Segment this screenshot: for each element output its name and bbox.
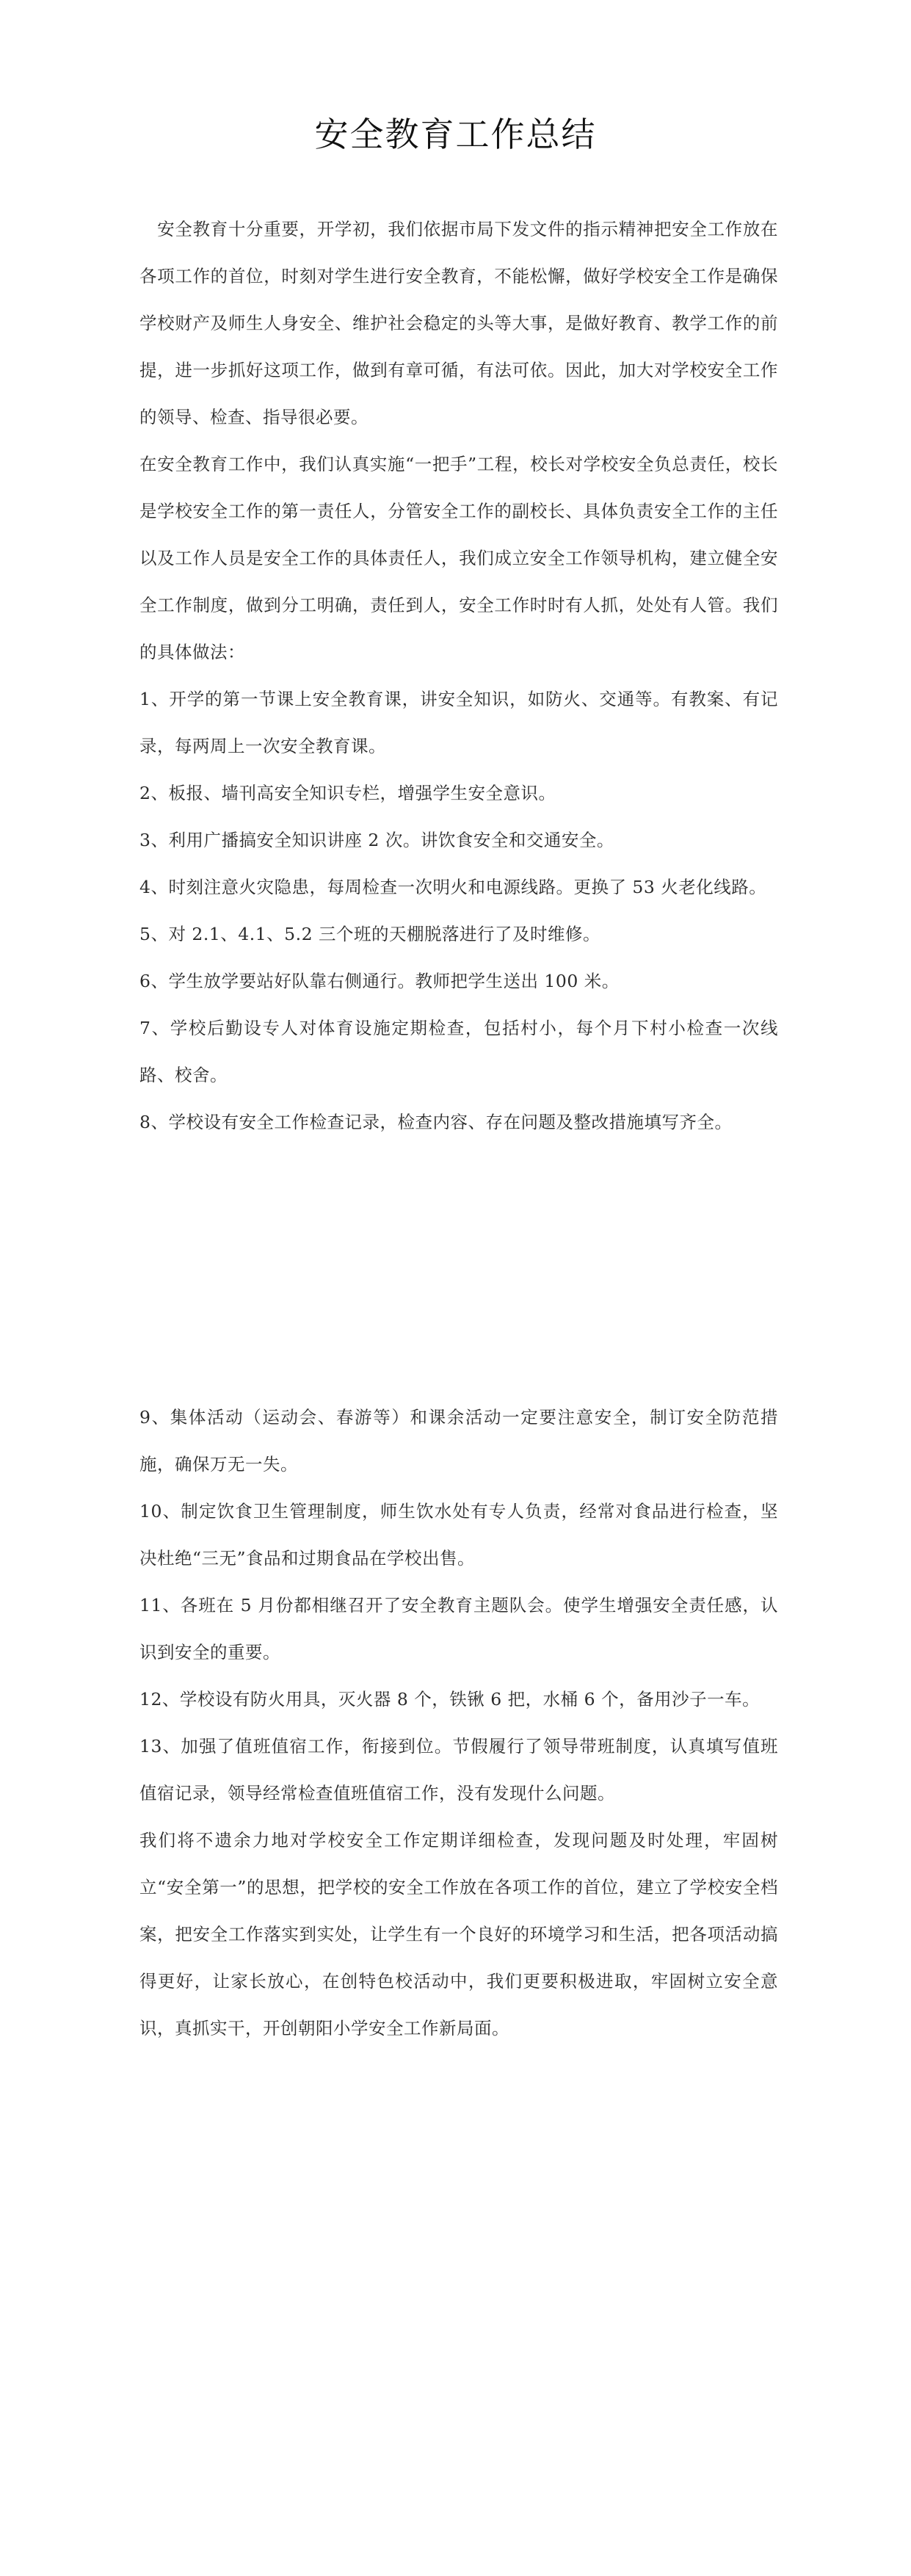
list-item: 11、各班在 5 月份都相继召开了安全教育主题队会。使学生增强安全责任感，认识到安全的重要。 bbox=[139, 1595, 778, 1663]
list-item: 4、时刻注意火灾隐患，每周检查一次明火和电源线路。更换了 53 火老化线路。 bbox=[139, 877, 767, 897]
list-item: 1、开学的第一节课上安全教育课，讲安全知识，如防火、交通等。有教案、有记录，每两周上一次安全教育课。 bbox=[139, 689, 778, 756]
list-item: 13、加强了值班值宿工作，衔接到位。节假履行了领导带班制度，认真填写值班值宿记录，领导经常检查值班值宿工作，没有发现什么问题。 bbox=[139, 1736, 778, 1803]
intro-section bbox=[139, 206, 778, 1146]
second-section bbox=[139, 1394, 778, 2052]
list-item: 9、集体活动（运动会、春游等）和课余活动一定要注意安全，制订安全防范措施，确保万无一失。 bbox=[139, 1407, 778, 1475]
list-item: 6、学生放学要站好队靠右侧通行。教师把学生送出 100 米。 bbox=[139, 971, 620, 991]
responsibility-paragraph: 在安全教育工作中，我们认真实施“一把手”工程，校长对学校安全负总责任，校长是学校安全工作的第一责任人，分管安全工作的副校长、具体负责安全工作的主任以及工作人员是安全工作的具体责任人，我们成立安全工作领导机构，建立健全安全工作制度，做到分工明确，责任到人，安全工作时时有人抓，处处有人管。我们的具体做法： bbox=[139, 454, 778, 662]
conclusion-paragraph: 我们将不遗余力地对学校安全工作定期详细检查，发现问题及时处理，牢固树立“安全第一”的思想，把学校的安全工作放在各项工作的首位，建立了学校安全档案，把安全工作落实到实处，让学生有一个良好的环境学习和生活，把各项活动搞得更好，让家长放心，在创特色校活动中，我们更要积极进取，牢固树立安全意识，真抓实干，开创朝阳小学安全工作新局面。 bbox=[139, 1830, 778, 2038]
list-item: 2、板报、墙刊高安全知识专栏，增强学生安全意识。 bbox=[139, 783, 556, 803]
intro-paragraph: 安全教育十分重要，开学初，我们依据市局下发文件的指示精神把安全工作放在各项工作的首位，时刻对学生进行安全教育，不能松懈，做好学校安全工作是确保学校财产及师生人身安全、维护社会稳定的头等大事，是做好教育、教学工作的前提，进一步抓好这项工作，做到有章可循，有法可依。因此，加大对学校安全工作的领导、检查、指导很必要。 bbox=[139, 219, 778, 427]
list-item: 5、对 2.1、4.1、5.2 三个班的天棚脱落进行了及时维修。 bbox=[139, 924, 601, 944]
list-item: 8、学校设有安全工作检查记录，检查内容、存在问题及整改措施填写齐全。 bbox=[139, 1112, 733, 1132]
document-title: 安全教育工作总结 bbox=[314, 115, 597, 154]
list-item: 3、利用广播搞安全知识讲座 2 次。讲饮食安全和交通安全。 bbox=[139, 830, 614, 850]
list-item: 10、制定饮食卫生管理制度，师生饮水处有专人负责，经常对食品进行检查，坚决杜绝“三无”食品和过期食品在学校出售。 bbox=[139, 1501, 778, 1569]
list-item: 12、学校设有防火用具，灭火器 8 个，铁锹 6 把，水桶 6 个，备用沙子一车。 bbox=[139, 1689, 761, 1710]
list-item: 7、学校后勤设专人对体育设施定期检查，包括村小，每个月下村小检查一次线路、校舍。 bbox=[139, 1018, 778, 1085]
